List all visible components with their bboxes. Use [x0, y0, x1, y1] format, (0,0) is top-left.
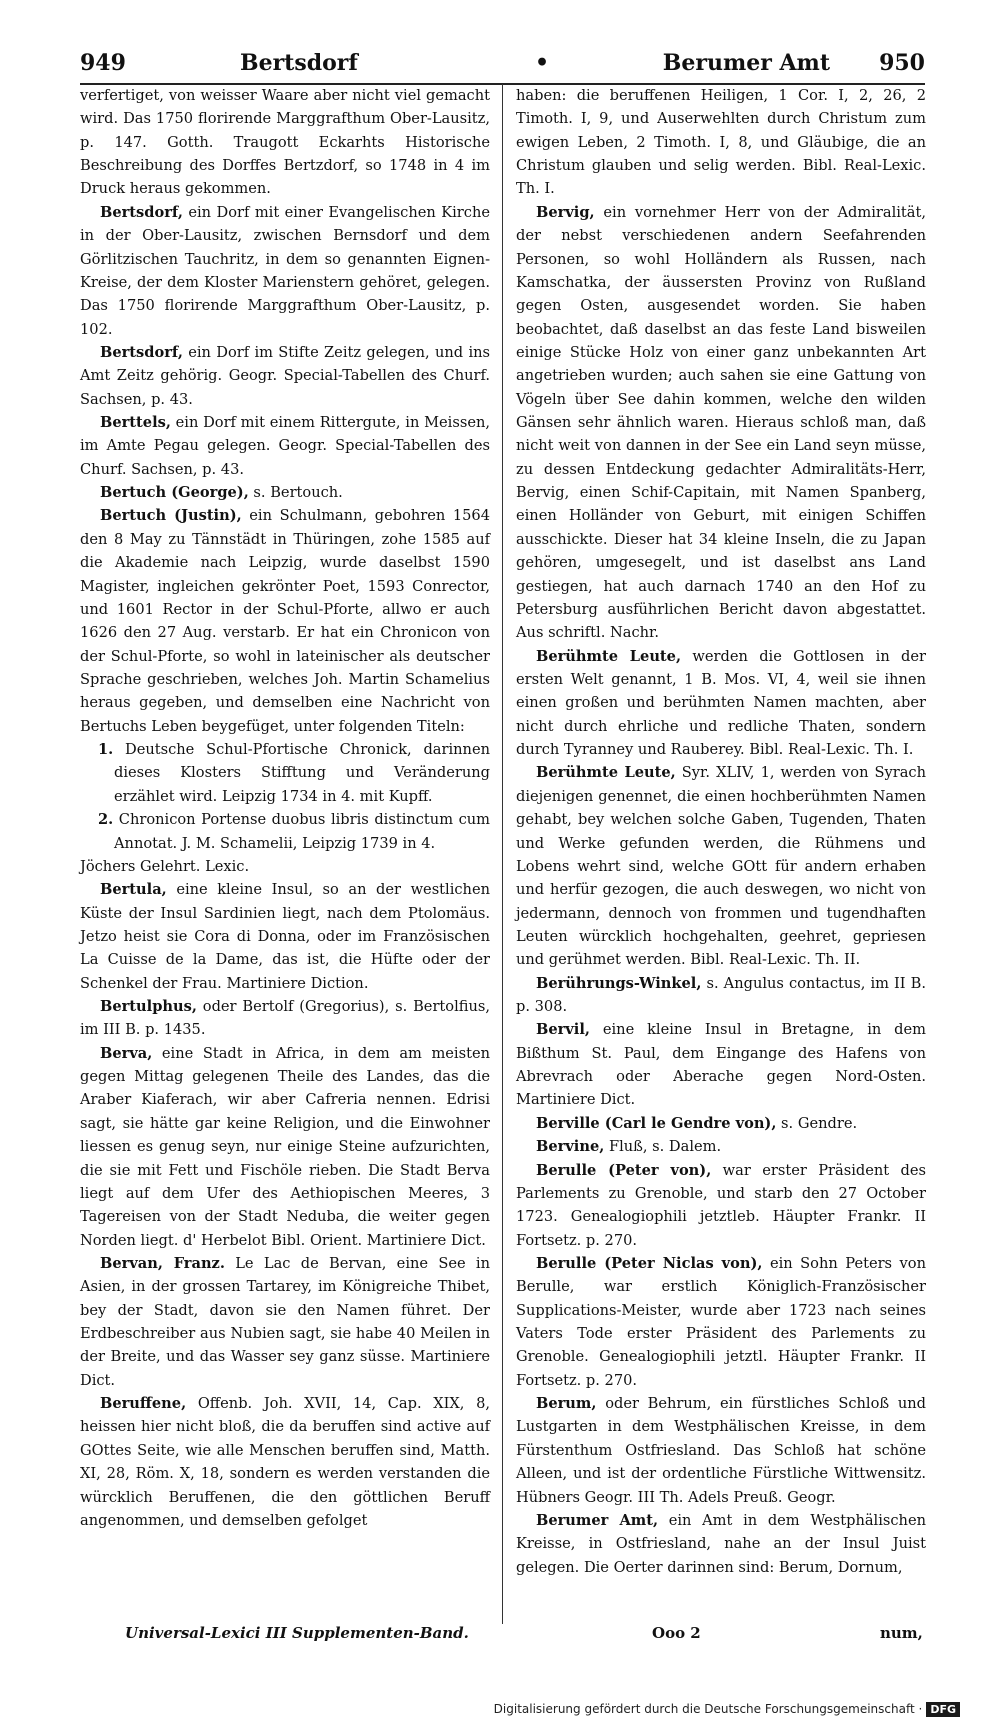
dictionary-entry — [516, 645, 926, 762]
page-number-right: 950 — [879, 50, 925, 76]
entry-text: oder Bertolf (Gregorius), s. Bertolfius, im III B. p. 1435. — [80, 998, 490, 1039]
entry-text: ein Dorf mit einem Rittergute, in Meissen, im Amte Pegau gelegen. Geogr. Special-Tabellen des Churf. Sachsen, p. 43. — [80, 414, 490, 478]
entry-lemma: Bervine, — [536, 1138, 605, 1156]
dictionary-entry — [80, 878, 490, 995]
entry-text: ein Amt in dem Westphälischen Kreisse, in Ostfriesland, nahe an der Insul Juist gelegen. Die Oerter darinnen sind: Berum, Dornum, — [516, 1511, 926, 1576]
entry-lemma: 1. — [98, 741, 114, 759]
entry-lemma: Berührungs-Winkel, — [536, 974, 702, 992]
list-entry — [80, 738, 490, 808]
dictionary-entry — [80, 411, 490, 481]
entry-text: Syr. XLIV, 1, werden von Syrach diejenigen genennet, die einen hochberühmten Namen gehabt, bey welchen solche Gaben, Tugenden, Thaten und Werke gefunden werden, die Rühmens und Lobens wehrt sind, welche GOtt für andern erhaben und herfür gezogen, die auch deswegen, wo nicht von jedermann, dennoch von frommen und tugendhaften Leuten würcklich hochgehalten, geehret, gepriesen und gerühmet werden. Bibl. Real-Lexic. Th. II. — [516, 764, 927, 969]
entry-lemma: Berum, — [536, 1395, 597, 1413]
footer-volume-title: Universal-Lexici III Supplementen-Band. — [125, 1624, 469, 1642]
dictionary-entry — [516, 1112, 926, 1135]
entry-text: Fluß, s. Dalem. — [604, 1138, 722, 1156]
entry-lemma: Bertsdorf, — [100, 203, 183, 221]
entry-lemma: Beruffene, — [100, 1395, 187, 1413]
dictionary-entry — [516, 761, 926, 971]
column-divider — [502, 84, 503, 1624]
entry-lemma: Bervan, Franz. — [100, 1254, 225, 1272]
entry-text: haben: die beruffenen Heiligen, 1 Cor. I, 2, 26, 2 Timoth. I, 9, und Auserwehlten durch Christum zum ewigen Leben, 2 Timoth. I, 8, und Gläubige, die an Christum glauben und selig werden. Bibl. Real-Lexic. Th. I. — [516, 87, 926, 198]
left-column — [80, 84, 490, 1532]
dictionary-entry — [80, 481, 490, 504]
footer-signature: Ooo 2 — [652, 1624, 701, 1642]
page-number-left: 949 — [80, 50, 126, 76]
entry-text: eine Stadt in Africa, in dem am meisten gegen Mittag gelegenen Theile des Landes, das die Araber Kiaferach, wir aber Cafreria nennen. Edrisi sagt, sie hätte gar keine Religion, und die Einwohner liessen es genug seyn, nur einige Steine aufzurichten, die sie mit Fett und Fischöle rieben. Die Stadt Berva liegt auf dem Ufer des Aethiopischen Meeres, 3 Tagereisen von der Stadt Neduba, die weiter gegen Norden liegt. d' Herbelot Bibl. Orient. Martiniere Dict. — [80, 1044, 490, 1249]
dictionary-entry — [516, 1392, 926, 1509]
entry-text: verfertiget, von weisser Waare aber nicht viel gemacht wird. Das 1750 florirende Marggrafthum Ober-Lausitz, p. 147. Gotth. Traugott Eckarhts Historische Beschreibung des Dorffes Bertzdorf, so 1748 in 4 im Druck heraus gekommen. — [80, 87, 490, 198]
entry-lemma: Berumer Amt, — [536, 1511, 659, 1529]
entry-text: ein vornehmer Herr von der Admiralität, der nebst verschiedenen andern Seefahrenden Personen, so wohl Holländern als Russen, nach Kamschatka, der äussersten Provinz von Rußland gegen Osten, ausgesendet worden. Sie haben beobachtet, daß daselbst an das feste Land bisweilen einige Stücke Holz von einer ganz unbekannten Art angetrieben wurden; auch sahen sie eine Gattung von Vögeln über See dahin kommen, welche den wilden Gänsen sehr ähnlich waren. Hieraus schloß man, daß nicht weit von dannen in der See ein Land seyn müsse, zu dessen Entdeckung gedachter Admiralitäts-Herr, Bervig, einen Schif-Capitain, mit Namen Spanberg, einen Holländer von Geburt, mit einigen Schiffen ausschickte. Dieser hat 34 kleine Inseln, die zu Japan gehören, umgesegelt, und ist daselbst ans Land gestiegen, hat auch darnach 1740 an den Hof zu Petersburg ausführlichen Bericht davon abgestattet. Aus schriftl. Nachr. — [516, 203, 926, 642]
dfg-logo: DFG — [926, 1702, 960, 1717]
entry-text: Le Lac de Bervan, eine See in Asien, in der grossen Tartarey, im Königreiche Thibet, bey der Stadt, davon sie den Namen führet. Der Erdbeschreiber aus Nubien sagt, sie habe 40 Meilen in der Breite, und das Wasser sey ganz süsse. Martiniere Dict. — [80, 1254, 490, 1389]
dictionary-entry — [80, 341, 490, 411]
entry-lemma: Bervig, — [536, 203, 595, 221]
entry-text: Deutsche Schul-Pfortische Chronick, darinnen dieses Klosters Stifftung und Veränderung erzählet wird. Leipzig 1734 in 4. mit Kupff. — [113, 741, 490, 805]
dictionary-entry — [80, 504, 490, 738]
header-ornament: • — [535, 50, 550, 76]
dictionary-entry — [80, 995, 490, 1042]
entry-text: ein Dorf im Stifte Zeitz gelegen, und ins Amt Zeitz gehörig. Geogr. Special-Tabellen des Churf. Sachsen, p. 43. — [80, 343, 490, 408]
dictionary-entry — [516, 972, 926, 1019]
digitization-credit — [494, 1702, 960, 1717]
dictionary-entry — [80, 84, 490, 201]
dictionary-entry — [516, 1135, 926, 1158]
entry-lemma: Bervil, — [536, 1021, 590, 1039]
dictionary-entry — [516, 1252, 926, 1392]
digitization-text: Digitalisierung gefördert durch die Deutsche Forschungsgemeinschaft · — [493, 1702, 923, 1716]
dictionary-entry — [516, 1018, 926, 1111]
entry-lemma: Bertulphus, — [100, 998, 197, 1016]
entry-text: ein Sohn Peters von Berulle, war erstlich Königlich-Französischer Supplications-Meister, wurde aber 1723 nach seines Vaters Tode erster Präsident des Parlements zu Grenoble. Genealogiophili jetztl. Häupter Frankr. II Fortsetz. p. 270. — [516, 1254, 926, 1389]
entry-text: Chronicon Portense duobus libris distinctum cum Annotat. J. M. Schamelii, Leipzig 1739 in 4. — [113, 811, 490, 852]
dictionary-entry — [516, 1159, 926, 1252]
entry-text: werden die Gottlosen in der ersten Welt genannt, 1 B. Mos. VI, 4, weil sie ihnen einen großen und berühmten Namen machten, aber nicht durch ehrliche und redliche Thaten, sondern durch Tyranney und Rauberey. Bibl. Real-Lexic. Th. I. — [516, 647, 927, 759]
entry-text: s. Bertouch. — [248, 484, 343, 502]
entry-lemma: Bertuch (Justin), — [100, 507, 242, 525]
running-header — [80, 50, 925, 80]
entry-text: s. Angulus contactus, im II B. p. 308. — [516, 974, 926, 1016]
entry-text: Offenb. Joh. XVII, 14, Cap. XIX, 8, heissen hier nicht bloß, die da beruffen sind active auf GOttes Seite, wie alle Menschen beruffen sind, Matth. XI, 28, Röm. X, 18, sondern es werden verstanden die würcklich Beruffenen, die den göttlichen Beruff angenommen, und demselben gefolget — [80, 1395, 490, 1529]
dictionary-entry — [80, 1042, 490, 1252]
entry-text: ein Schulmann, gebohren 1564 den 8 May zu Tännstädt in Thüringen, zohe 1585 auf die Akademie nach Leipzig, wurde daselbst 1590 Magister, ingleichen gekrönter Poet, 1593 Conrector, und 1601 Rector in der Schul-Pforte, allwo er auch 1626 den 27 Aug. verstarb. Er hat ein Chronicon von der Schul-Pforte, so wohl in lateinischer als deutscher Sprache geschrieben, welches Joh. Martin Schamelius heraus gegeben, und demselben eine Nachricht von Bertuchs Leben beygefüget, unter folgenden Titeln: — [80, 507, 490, 735]
dictionary-entry — [80, 855, 490, 878]
running-headword-right: Berumer Amt — [662, 50, 830, 76]
entry-lemma: Berva, — [100, 1044, 153, 1062]
dictionary-entry — [80, 1392, 490, 1532]
entry-lemma: Bertsdorf, — [100, 343, 183, 361]
entry-lemma: Berühmte Leute, — [536, 647, 682, 665]
entry-text: oder Behrum, ein fürstliches Schloß und Lustgarten in dem Westphälischen Kreisse, in dem Fürstenthum Ostfriesland. Das Schloß hat schöne Alleen, und ist der ordentliche Fürstliche Wittwensitz. Hübners Geogr. III Th. Adels Preuß. Geogr. — [516, 1395, 926, 1506]
dictionary-entry — [80, 201, 490, 341]
entry-lemma: Bertuch (George), — [100, 484, 249, 502]
running-headword-left: Bertsdorf — [240, 50, 358, 76]
dictionary-entry — [516, 201, 926, 645]
entry-text: eine kleine Insul, so an der westlichen Küste der Insul Sardinien liegt, nach dem Ptolomäus. Jetzo heist sie Cora di Donna, oder im Französischen La Cuisse de la Dame, das ist, die Hüfte oder der Schenkel der Frau. Martiniere Diction. — [80, 881, 490, 992]
entry-lemma: Berühmte Leute, — [536, 764, 676, 782]
dictionary-entry — [516, 84, 926, 201]
entry-text: war erster Präsident des Parlements zu Grenoble, und starb den 27 October 1723. Genealogiophili jetztleb. Häupter Frankr. II Fortsetz. p. 270. — [516, 1161, 926, 1249]
entry-lemma: Berttels, — [100, 414, 171, 432]
entry-lemma: Berulle (Peter von), — [536, 1161, 712, 1179]
entry-lemma: 2. — [98, 811, 114, 829]
entry-text: Jöchers Gelehrt. Lexic. — [80, 857, 250, 875]
footer-catchword: num, — [880, 1624, 923, 1642]
entry-lemma: Berulle (Peter Niclas von), — [536, 1254, 763, 1272]
right-column — [516, 84, 926, 1579]
dictionary-entry — [516, 1509, 926, 1579]
entry-text: eine kleine Insul in Bretagne, in dem Bißthum St. Paul, dem Eingange des Hafens von Abrevrach oder Aberache gegen Nord-Osten. Martiniere Dict. — [516, 1021, 926, 1109]
entry-lemma: Berville (Carl le Gendre von), — [536, 1114, 777, 1132]
entry-text: s. Gendre. — [776, 1114, 858, 1132]
dictionary-entry — [80, 1252, 490, 1392]
entry-lemma: Bertula, — [100, 881, 167, 899]
list-entry — [80, 808, 490, 855]
entry-text: ein Dorf mit einer Evangelischen Kirche in der Ober-Lausitz, zwischen Bernsdorf und dem Görlitzischen Tauchritz, in dem so genannten Eignen-Kreise, der dem Kloster Marienstern gehöret, gelegen. Das 1750 florirende Marggrafthum Ober-Lausitz, p. 102. — [80, 203, 490, 338]
